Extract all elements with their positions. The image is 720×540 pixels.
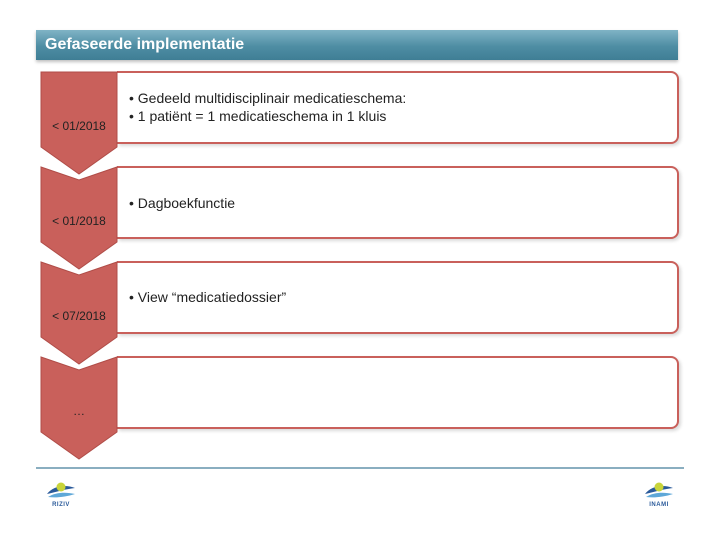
- step-content-box: [117, 356, 679, 429]
- bullet-item: • Dagboekfunctie: [129, 194, 235, 212]
- riziv-logo: [44, 480, 78, 510]
- inami-logo-icon: [642, 480, 676, 502]
- step-date: < 01/2018: [52, 214, 106, 228]
- process-step-1: [40, 71, 680, 175]
- bullet-item: • 1 patiënt = 1 medicatieschema in 1 kluis: [129, 107, 406, 125]
- step-date: …: [73, 404, 85, 418]
- process-step-3: [40, 261, 680, 365]
- step-date: < 07/2018: [52, 309, 106, 323]
- step-chevron: [40, 166, 118, 270]
- step-chevron: [40, 71, 118, 175]
- step-content-box: [117, 261, 679, 334]
- step-content-box: [117, 166, 679, 239]
- process-step-4: [40, 356, 680, 460]
- inami-logo-text: INAMI: [649, 502, 669, 508]
- step-chevron: [40, 261, 118, 365]
- slide-title: Gefaseerde implementatie: [45, 36, 245, 53]
- riziv-logo-icon: [44, 480, 78, 502]
- step-bullet-list: [129, 89, 406, 125]
- bullet-item: • Gedeeld multidisciplinair medicatieschema:: [129, 89, 406, 107]
- step-date: < 01/2018: [52, 119, 106, 133]
- step-bullet-list: [129, 288, 286, 306]
- step-chevron: [40, 356, 118, 460]
- process-step-2: [40, 166, 680, 270]
- footer-divider: [36, 467, 684, 469]
- title-bar: [36, 30, 678, 60]
- step-content-box: [117, 71, 679, 144]
- step-bullet-list: [129, 194, 235, 212]
- riziv-logo-text: RIZIV: [52, 502, 70, 508]
- inami-logo: [642, 480, 676, 510]
- bullet-item: • View “medicatiedossier”: [129, 288, 286, 306]
